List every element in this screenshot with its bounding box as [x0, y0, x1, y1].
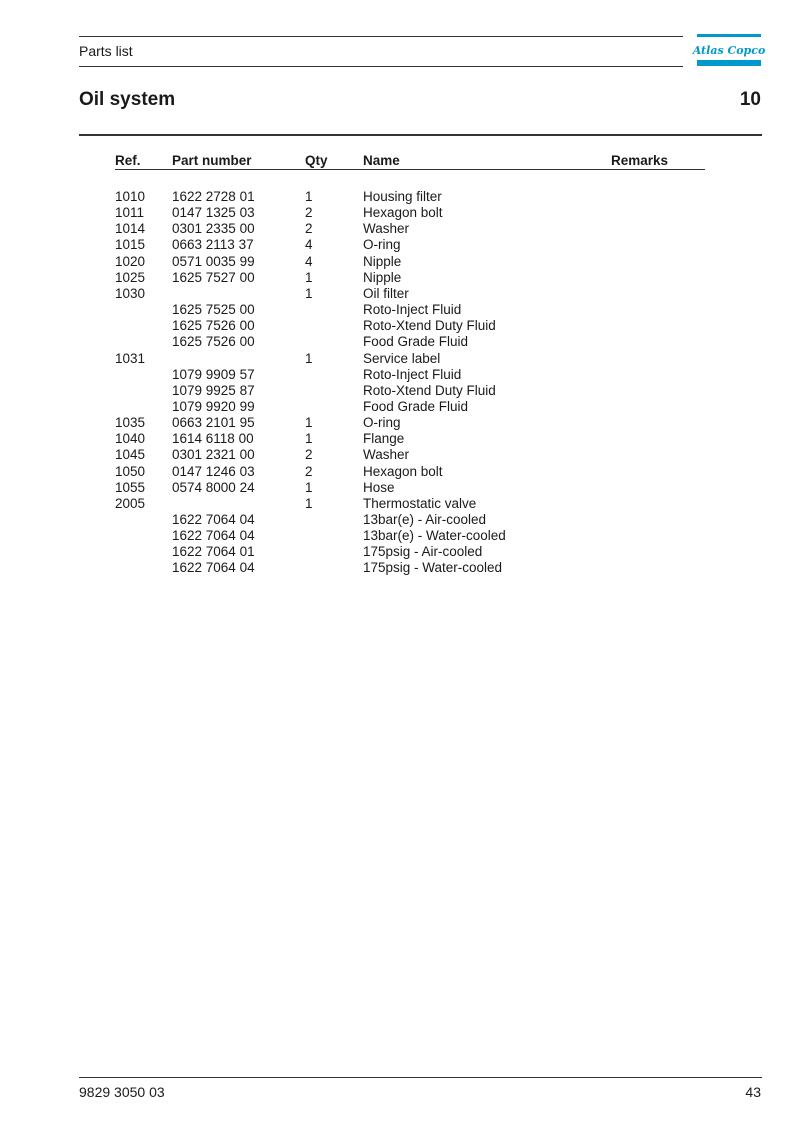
column-header-remarks: Remarks — [611, 153, 669, 168]
cell-name: 175psig - Water-cooled — [363, 560, 503, 576]
table-row — [0, 205, 800, 221]
table-row — [0, 318, 800, 334]
header-bottom-rule — [79, 66, 683, 67]
cell-part-number: 1622 7064 01 — [172, 544, 255, 560]
cell-part-number: 0663 2113 37 — [172, 237, 254, 253]
cell-part-number: 1625 7526 00 — [172, 334, 255, 350]
cell-qty: 1 — [305, 189, 313, 204]
table-row — [0, 286, 800, 302]
table-row — [0, 560, 800, 576]
table-row — [0, 496, 800, 512]
cell-ref: 1014 — [115, 221, 146, 237]
cell-name: O-ring — [363, 415, 401, 431]
cell-ref: 1010 — [115, 189, 146, 204]
table-row — [0, 480, 800, 496]
cell-qty: 2 — [305, 447, 313, 463]
table-row — [0, 302, 800, 318]
table-row — [0, 512, 800, 528]
cell-name: 13bar(e) - Air-cooled — [363, 512, 487, 527]
column-header-qty: Qty — [305, 153, 328, 168]
cell-name: Thermostatic valve — [363, 495, 477, 511]
cell-qty: 1 — [305, 479, 313, 495]
table-row — [0, 237, 800, 253]
table-row — [0, 334, 800, 350]
cell-name: Roto-Xtend Duty Fluid — [363, 382, 496, 398]
cell-ref: 1050 — [115, 463, 146, 479]
table-row — [0, 399, 800, 415]
section-rule — [79, 134, 762, 136]
cell-ref: 2005 — [115, 495, 146, 511]
cell-name: Oil filter — [363, 285, 409, 301]
cell-qty: 4 — [305, 237, 313, 253]
cell-name: Housing filter — [363, 189, 442, 204]
table-row — [0, 447, 800, 463]
column-header-part-number: Part number — [172, 153, 252, 168]
cell-part-number: 0574 8000 24 — [172, 479, 255, 495]
cell-ref: 1040 — [115, 431, 146, 447]
cell-part-number: 1625 7525 00 — [172, 302, 255, 318]
cell-name: Roto-Inject Fluid — [363, 302, 462, 318]
cell-name: Service label — [363, 350, 441, 366]
table-row — [0, 431, 800, 447]
cell-name: Hexagon bolt — [363, 463, 443, 479]
cell-part-number: 1622 7064 04 — [172, 560, 255, 576]
cell-part-number: 0147 1246 03 — [172, 463, 255, 479]
cell-ref: 1031 — [115, 350, 146, 366]
cell-name: Nipple — [363, 253, 402, 269]
cell-part-number: 1625 7526 00 — [172, 318, 255, 334]
cell-part-number: 1622 7064 04 — [172, 512, 255, 527]
cell-name: Nipple — [363, 269, 402, 285]
table-row — [0, 221, 800, 237]
cell-part-number: 0301 2321 00 — [172, 447, 255, 463]
header-label: Parts list — [79, 43, 133, 59]
table-row — [0, 367, 800, 383]
cell-ref: 1020 — [115, 253, 146, 269]
section-title: Oil system — [79, 89, 176, 110]
cell-name: Hose — [363, 479, 395, 495]
table-row — [0, 464, 800, 480]
table-row — [0, 415, 800, 431]
cell-name: Roto-Inject Fluid — [363, 366, 462, 382]
cell-part-number: 1079 9920 99 — [172, 398, 255, 414]
table-row — [0, 544, 800, 560]
footer-rule — [79, 1077, 762, 1078]
cell-ref: 1015 — [115, 237, 146, 253]
document-number: 9829 3050 03 — [79, 1084, 165, 1100]
cell-qty: 2 — [305, 221, 313, 237]
cell-part-number: 1622 2728 01 — [172, 189, 255, 204]
cell-qty: 4 — [305, 253, 313, 269]
cell-part-number: 1625 7527 00 — [172, 269, 255, 285]
cell-name: 13bar(e) - Water-cooled — [363, 528, 506, 544]
header-top-rule — [79, 36, 683, 37]
cell-name: 175psig - Air-cooled — [363, 544, 483, 560]
table-row — [0, 189, 800, 205]
cell-ref: 1025 — [115, 269, 146, 285]
table-row — [0, 254, 800, 270]
cell-qty: 1 — [305, 285, 313, 301]
column-header-name: Name — [363, 153, 400, 168]
cell-ref: 1045 — [115, 447, 146, 463]
section-number: 10 — [739, 89, 761, 110]
cell-part-number: 0301 2335 00 — [172, 221, 255, 237]
cell-qty: 1 — [305, 495, 313, 511]
logo-text: Atlas Copco — [692, 44, 766, 57]
cell-name: O-ring — [363, 237, 401, 253]
cell-qty: 1 — [305, 269, 313, 285]
cell-name: Flange — [363, 431, 405, 447]
cell-part-number: 0663 2101 95 — [172, 415, 255, 431]
cell-name: Washer — [363, 221, 410, 237]
cell-name: Food Grade Fluid — [363, 398, 469, 414]
cell-name: Food Grade Fluid — [363, 334, 469, 350]
cell-qty: 2 — [305, 463, 313, 479]
cell-qty: 1 — [305, 415, 313, 431]
cell-part-number: 1614 6118 00 — [172, 431, 254, 447]
cell-name: Roto-Xtend Duty Fluid — [363, 318, 496, 334]
cell-qty: 1 — [305, 350, 313, 366]
cell-part-number: 1079 9925 87 — [172, 382, 255, 398]
cell-name: Hexagon bolt — [363, 205, 443, 221]
table-row — [0, 270, 800, 286]
cell-ref: 1030 — [115, 285, 146, 301]
column-header-ref: Ref. — [115, 153, 141, 168]
cell-part-number: 1079 9909 57 — [172, 366, 255, 382]
cell-name: Washer — [363, 447, 410, 463]
cell-part-number: 0571 0035 99 — [172, 253, 255, 269]
cell-ref: 1055 — [115, 479, 146, 495]
atlas-copco-logo — [692, 34, 766, 68]
table-row — [0, 351, 800, 367]
cell-qty: 2 — [305, 205, 313, 221]
table-row — [0, 528, 800, 544]
cell-ref: 1011 — [115, 205, 145, 221]
cell-part-number: 0147 1325 03 — [172, 205, 255, 221]
cell-part-number: 1622 7064 04 — [172, 528, 255, 544]
table-row — [0, 383, 800, 399]
page-number: 43 — [745, 1084, 761, 1100]
cell-qty: 1 — [305, 431, 313, 447]
table-header-rule — [115, 169, 705, 170]
cell-ref: 1035 — [115, 415, 146, 431]
